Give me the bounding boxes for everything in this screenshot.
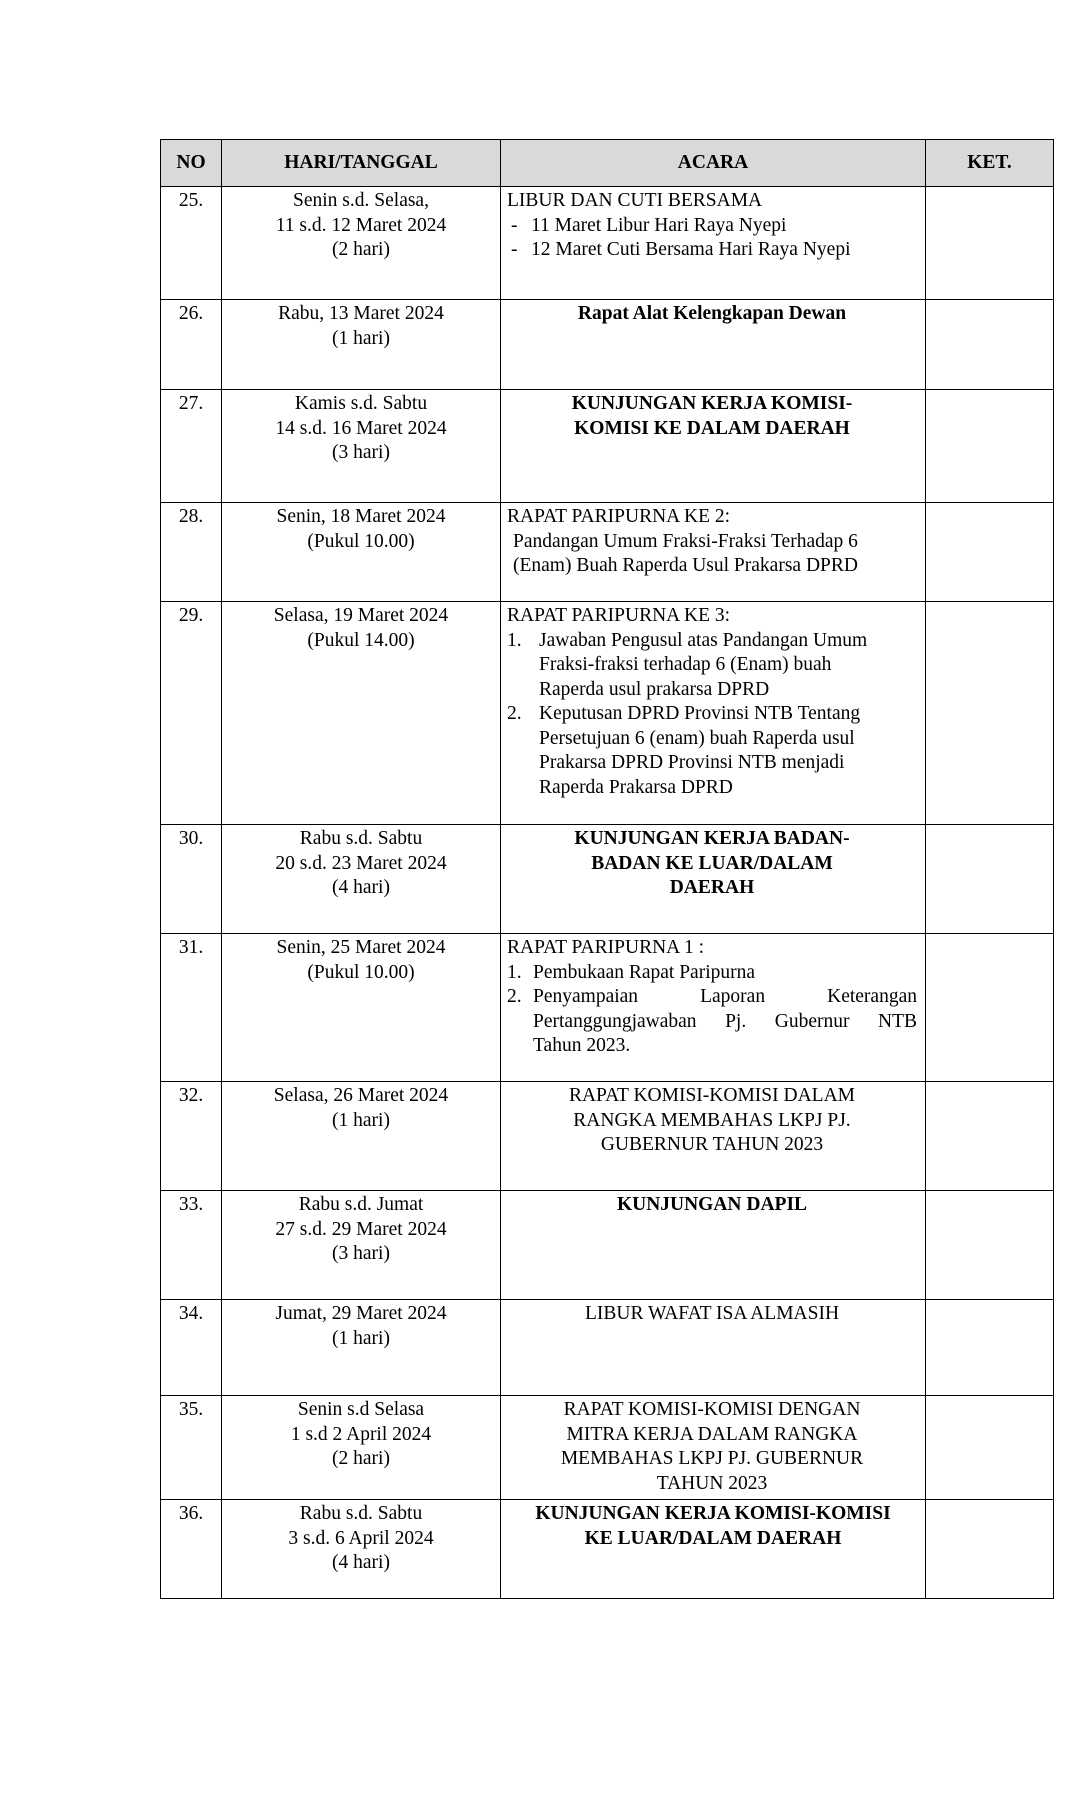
row-date: Rabu s.d. Sabtu 20 s.d. 23 Maret 2024 (4 hari) xyxy=(222,825,501,934)
row-no: 31. xyxy=(161,934,222,1082)
list-item: - 11 Maret Libur Hari Raya Nyepi xyxy=(507,214,917,239)
row-no: 25. xyxy=(161,187,222,300)
acara-title: KE LUAR/DALAM DAERAH xyxy=(584,1527,842,1549)
acara-title: BADAN KE LUAR/DALAM xyxy=(591,852,833,874)
row-acara xyxy=(501,825,926,934)
row-no: 36. xyxy=(161,1500,222,1599)
table-row xyxy=(161,825,1054,934)
acara-title: KUNJUNGAN KERJA BADAN- xyxy=(574,828,850,849)
table-row xyxy=(161,1396,1054,1500)
acara-title: TAHUN 2023 xyxy=(656,1472,768,1494)
row-ket xyxy=(926,602,1054,825)
row-ket xyxy=(926,1396,1054,1500)
row-no: 27. xyxy=(161,390,222,503)
row-no: 34. xyxy=(161,1300,222,1396)
row-date: Senin, 18 Maret 2024 (Pukul 10.00) xyxy=(222,503,501,602)
row-date: Senin s.d Selasa 1 s.d 2 April 2024 (2 hari) xyxy=(222,1396,501,1500)
acara-title: MITRA KERJA DALAM RANGKA xyxy=(566,1423,858,1445)
row-no: 33. xyxy=(161,1191,222,1300)
acara-title: RAPAT KOMISI-KOMISI DENGAN xyxy=(563,1399,861,1420)
acara-list xyxy=(507,629,917,801)
list-item: 1. Pembukaan Rapat Paripurna xyxy=(507,961,756,983)
row-date: Rabu s.d. Sabtu 3 s.d. 6 April 2024 (4 hari) xyxy=(222,1500,501,1599)
row-acara: RAPAT PARIPURNA KE 2: Pandangan Umum Fraksi-Fraksi Terhadap 6 (Enam) Buah Raperda Usul Prakarsa DPRD xyxy=(501,503,926,602)
acara-title: RAPAT PARIPURNA KE 3: xyxy=(507,605,731,626)
acara-title: RAPAT PARIPURNA 1 : xyxy=(507,937,705,958)
acara-list xyxy=(507,961,917,1059)
row-ket xyxy=(926,1082,1054,1191)
row-date: Rabu s.d. Jumat 27 s.d. 29 Maret 2024 (3 hari) xyxy=(222,1191,501,1300)
header-ket: KET. xyxy=(926,140,1054,187)
table-row xyxy=(161,1082,1054,1191)
header-date: HARI/TANGGAL xyxy=(222,140,501,187)
row-acara xyxy=(501,187,926,300)
list-item: 2. Keputusan DPRD Provinsi NTB Tentang Persetujuan 6 (enam) buah Raperda usul Prakarsa DPRD Provinsi NTB menjadi Raperda Prakarsa DPRD xyxy=(507,703,861,798)
table-row xyxy=(161,300,1054,390)
row-acara xyxy=(501,934,926,1082)
row-ket xyxy=(926,503,1054,602)
row-no: 28. xyxy=(161,503,222,602)
row-acara xyxy=(501,1191,926,1300)
table-row xyxy=(161,934,1054,1082)
acara-title: RAPAT PARIPURNA KE 2: xyxy=(507,506,731,527)
row-acara xyxy=(501,1500,926,1599)
acara-title: RAPAT KOMISI-KOMISI DALAM xyxy=(568,1085,856,1106)
acara-title: KOMISI KE DALAM DAERAH xyxy=(574,417,850,439)
row-date: Senin s.d. Selasa, 11 s.d. 12 Maret 2024 (2 hari) xyxy=(222,187,501,300)
acara-title: MEMBAHAS LKPJ PJ. GUBERNUR xyxy=(560,1448,864,1469)
row-ket xyxy=(926,1191,1054,1300)
acara-title: KUNJUNGAN KERJA KOMISI- xyxy=(571,393,853,414)
row-acara xyxy=(501,300,926,390)
acara-title: DAERAH xyxy=(669,877,755,898)
list-item: - 12 Maret Cuti Bersama Hari Raya Nyepi xyxy=(507,238,917,263)
row-date: Rabu, 13 Maret 2024 (1 hari) xyxy=(222,300,501,390)
table-header-row xyxy=(161,140,1054,187)
table-row xyxy=(161,390,1054,503)
header-no: NO xyxy=(161,140,222,187)
acara-title: Rapat Alat Kelengkapan Dewan xyxy=(577,303,847,324)
row-date: Kamis s.d. Sabtu 14 s.d. 16 Maret 2024 (3 hari) xyxy=(222,390,501,503)
row-ket xyxy=(926,390,1054,503)
list-item: 2. Penyampaian Laporan Keterangan Pertanggungjawaban Pj. Gubernur NTB Tahun 2023. xyxy=(507,986,917,1056)
row-acara xyxy=(501,1082,926,1191)
acara-title: KUNJUNGAN DAPIL xyxy=(616,1194,808,1215)
row-date: Selasa, 19 Maret 2024 (Pukul 14.00) xyxy=(222,602,501,825)
row-no: 30. xyxy=(161,825,222,934)
row-ket xyxy=(926,1500,1054,1599)
acara-title: LIBUR DAN CUTI BERSAMA xyxy=(507,190,763,211)
row-ket xyxy=(926,187,1054,300)
table-row xyxy=(161,187,1054,300)
row-acara xyxy=(501,1300,926,1396)
row-no: 35. xyxy=(161,1396,222,1500)
row-date: Jumat, 29 Maret 2024 (1 hari) xyxy=(222,1300,501,1396)
row-acara xyxy=(501,602,926,825)
table-row xyxy=(161,602,1054,825)
row-ket xyxy=(926,825,1054,934)
table-row xyxy=(161,1300,1054,1396)
acara-title: KUNJUNGAN KERJA KOMISI-KOMISI xyxy=(535,1503,891,1524)
row-no: 32. xyxy=(161,1082,222,1191)
row-ket xyxy=(926,934,1054,1082)
schedule-table xyxy=(160,139,1054,1599)
row-date: Senin, 25 Maret 2024 (Pukul 10.00) xyxy=(222,934,501,1082)
acara-title: LIBUR WAFAT ISA ALMASIH xyxy=(584,1303,840,1324)
acara-title: RANGKA MEMBAHAS LKPJ PJ. xyxy=(573,1109,851,1131)
row-acara xyxy=(501,1396,926,1500)
row-date: Selasa, 26 Maret 2024 (1 hari) xyxy=(222,1082,501,1191)
acara-title: GUBERNUR TAHUN 2023 xyxy=(600,1134,824,1155)
acara-list xyxy=(507,214,917,263)
list-item: 1. Jawaban Pengusul atas Pandangan Umum Fraksi-fraksi terhadap 6 (Enam) buah Raperda usul prakarsa DPRD xyxy=(507,629,868,700)
row-acara xyxy=(501,390,926,503)
row-ket xyxy=(926,1300,1054,1396)
table-row xyxy=(161,503,1054,602)
table-row xyxy=(161,1191,1054,1300)
row-no: 26. xyxy=(161,300,222,390)
row-no: 29. xyxy=(161,602,222,825)
table-row xyxy=(161,1500,1054,1599)
header-acara: ACARA xyxy=(501,140,926,187)
row-ket xyxy=(926,300,1054,390)
